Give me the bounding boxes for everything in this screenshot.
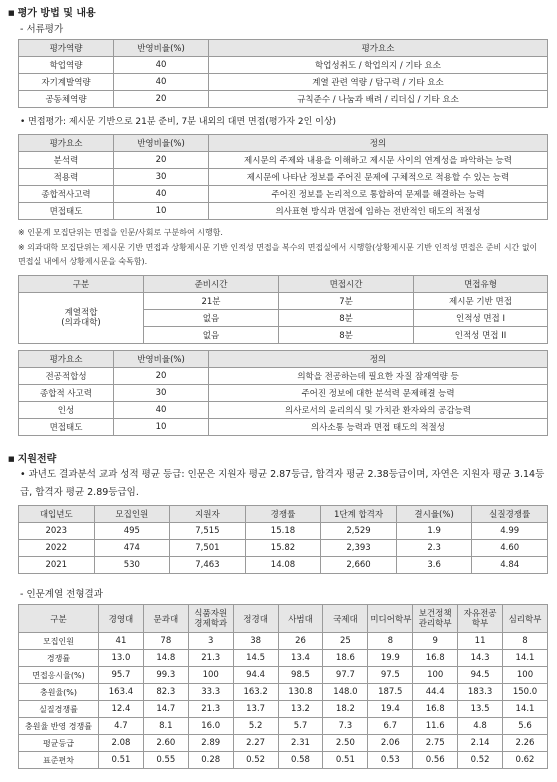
header-cell: 정경대 [233,605,278,633]
table-cell: 의학을 전공하는데 필요한 자질 잠재역량 등 [209,368,548,385]
table-cell: 8분 [279,310,414,327]
table-cell: 제시문 기반 면접 [414,293,548,310]
table-row [19,74,548,91]
table-cell: 13.7 [233,701,278,718]
table-cell: 12.4 [99,701,144,718]
table-cell: 30 [114,169,209,186]
table-cell: 4.8 [458,718,503,735]
table-cell: 20 [114,91,209,108]
table-cell: 1.9 [396,523,472,540]
group-cell [19,293,144,344]
header-cell: 문과대 [143,605,188,633]
table-cell: 2.27 [233,735,278,752]
humanities-title: - 인문계열 전형결과 [20,589,103,600]
note-humanities: ※ 인문계 모집단위는 면접을 인문/사회로 구분하여 시행함. [18,228,223,237]
table-row [19,752,548,769]
table-cell: 11 [458,633,503,650]
group-sublabel: (의과대학) [61,318,101,328]
table-cell: 2.89 [188,735,233,752]
table-cell: 학업성취도 / 학업의지 / 기타 요소 [209,57,548,74]
header-cell: 결시율(%) [396,506,472,523]
table-cell: 0.52 [458,752,503,769]
table-row [19,523,548,540]
humanities-table [18,604,548,769]
table-cell: 97.5 [368,667,413,684]
table-cell: 15.82 [245,540,321,557]
table-row [19,385,548,402]
table-cell: 2.08 [99,735,144,752]
interview-title: • 면접평가: 제시문 기반으로 21분 준비, 7분 내외의 대면 면접(평가자 2인 이상) [20,117,337,127]
table-cell: 14.5 [233,650,278,667]
table-cell: 97.7 [323,667,368,684]
table-row [19,91,548,108]
table-cell: 종합적 사고력 [19,385,114,402]
table-row [19,402,548,419]
table-cell: 40 [114,186,209,203]
table-cell: 19.4 [368,701,413,718]
header-cell: 보건정책관리학부 [413,605,458,633]
table-header-row [19,135,548,152]
note-medical: ※ 의과대학 모집단위는 제시문 기반 면접과 상황제시문 기반 인적성 면접을 복수의 면접실에서 시행함(상황제시문 기반 인적성 면접은 준비 시간 없이 면접실 내에서 상황제시문을 숙독함). [18,243,538,266]
table-cell: 30 [114,385,209,402]
table-cell: 7,501 [170,540,246,557]
table-cell: 의사표현 방식과 면접에 임하는 전반적인 태도의 적절성 [209,203,548,220]
table-row [19,557,548,574]
table-cell: 7,515 [170,523,246,540]
table-row [19,667,548,684]
header-cell: 평가요소 [19,135,114,152]
table-cell: 공동체역량 [19,91,114,108]
table-cell: 0.62 [503,752,548,769]
header-cell: 심리학부 [503,605,548,633]
table-cell: 183.3 [458,684,503,701]
table-cell: 21.3 [188,701,233,718]
table-cell: 면접태도 [19,203,114,220]
header-cell: 반영비율(%) [114,40,209,57]
section-title-evaluation: ■ 평가 방법 및 내용 [8,4,96,19]
header-cell: 1단계 합격자 [321,506,397,523]
table-cell: 학업역량 [19,57,114,74]
table-cell: 8분 [279,327,414,344]
header-cell: 실질경쟁률 [472,506,548,523]
header-cell: 반영비율(%) [114,135,209,152]
table-cell: 13.4 [278,650,323,667]
table-cell: 종합적사고력 [19,186,114,203]
table-cell: 4.84 [472,557,548,574]
table-cell: 44.4 [413,684,458,701]
table-cell: 2.26 [503,735,548,752]
table-cell: 면접태도 [19,419,114,436]
table-cell: 4.60 [472,540,548,557]
table-cell: 18.6 [323,650,368,667]
table-cell: 인적성 면접 II [414,327,548,344]
table-cell: 인적성 면접 I [414,310,548,327]
table-cell: 100 [188,667,233,684]
table-cell: 100 [413,667,458,684]
header-cell: 자유전공학부 [458,605,503,633]
table-cell: 0.53 [368,752,413,769]
table-cell: 0.55 [143,752,188,769]
header-cell: 면접유형 [414,276,548,293]
med-eval-table [18,350,548,436]
table-cell: 78 [143,633,188,650]
row-label-cell: 표준편차 [19,752,99,769]
table-row [19,650,548,667]
table-cell: 제시문에 나타난 정보를 주어진 문제에 구체적으로 적용할 수 있는 능력 [209,169,548,186]
table-row [19,203,548,220]
section-title-strategy: ■ 지원전략 [8,450,56,465]
table-cell: 38 [233,633,278,650]
history-table [18,505,548,574]
table-row [19,57,548,74]
table-cell: 2.75 [413,735,458,752]
row-label-cell: 경쟁률 [19,650,99,667]
table-cell: 주어진 정보에 대한 분석력 문제해결 능력 [209,385,548,402]
header-cell: 미디어학부 [368,605,413,633]
header-cell: 식품자원경제학과 [188,605,233,633]
table-cell: 2021 [19,557,95,574]
header-cell: 반영비율(%) [114,351,209,368]
table-cell: 474 [94,540,170,557]
table-cell: 14.7 [143,701,188,718]
table-cell: 21.3 [188,650,233,667]
table-cell: 5.2 [233,718,278,735]
header-cell: 준비시간 [144,276,279,293]
table-row [19,633,548,650]
table-cell: 2.3 [396,540,472,557]
table-cell: 2.50 [323,735,368,752]
header-cell: 구분 [19,276,144,293]
table-cell: 130.8 [278,684,323,701]
header-cell: 경쟁률 [245,506,321,523]
table-row [19,735,548,752]
table-cell: 7,463 [170,557,246,574]
table-cell: 없음 [144,310,279,327]
header-cell: 면접시간 [279,276,414,293]
table-cell: 6.7 [368,718,413,735]
header-cell: 평가요소 [209,40,548,57]
table-cell: 4.99 [472,523,548,540]
table-cell: 16.8 [413,650,458,667]
header-cell: 국제대 [323,605,368,633]
row-label-cell: 평균등급 [19,735,99,752]
table-cell: 0.51 [99,752,144,769]
table-cell: 40 [114,57,209,74]
table-cell: 적용력 [19,169,114,186]
table-cell: 13.2 [278,701,323,718]
table-cell: 7분 [279,293,414,310]
table-cell: 187.5 [368,684,413,701]
table-cell: 4.7 [99,718,144,735]
table-cell: 0.58 [278,752,323,769]
table-cell: 98.5 [278,667,323,684]
table-cell: 16.0 [188,718,233,735]
table-cell: 8 [368,633,413,650]
table-cell: 5.6 [503,718,548,735]
table-cell: 규칙준수 / 나눔과 배려 / 리더십 / 기타 요소 [209,91,548,108]
header-cell: 정의 [209,135,548,152]
row-label-cell: 모집인원 [19,633,99,650]
doc-eval-title: - 서류평가 [20,24,64,35]
table-cell: 13.5 [458,701,503,718]
table-cell: 99.3 [143,667,188,684]
table-cell: 제시문의 주제와 내용을 이해하고 제시문 사이의 연계성을 파악하는 능력 [209,152,548,169]
table-row [19,169,548,186]
table-cell: 자기계발역량 [19,74,114,91]
table-cell: 40 [114,402,209,419]
table-cell: 14.3 [458,650,503,667]
table-row [19,368,548,385]
table-row [19,718,548,735]
table-cell: 163.2 [233,684,278,701]
group-label: 계열적합 [64,308,98,318]
table-cell: 7.3 [323,718,368,735]
table-cell: 2.14 [458,735,503,752]
table-cell: 8.1 [143,718,188,735]
table-cell: 의사로서의 윤리의식 및 가치관 환자와의 공감능력 [209,402,548,419]
table-header-row [19,506,548,523]
table-cell: 2,393 [321,540,397,557]
row-label-cell: 실질경쟁률 [19,701,99,718]
table-cell: 94.4 [233,667,278,684]
row-label-cell: 충원율(%) [19,684,99,701]
table-cell: 분석력 [19,152,114,169]
table-cell: 2023 [19,523,95,540]
header-cell: 지원자 [170,506,246,523]
table-cell: 19.9 [368,650,413,667]
table-cell: 25 [323,633,368,650]
table-cell: 3 [188,633,233,650]
table-cell: 530 [94,557,170,574]
header-cell: 모집인원 [94,506,170,523]
table-cell: 2.06 [368,735,413,752]
table-cell: 3.6 [396,557,472,574]
table-cell: 2022 [19,540,95,557]
table-cell: 20 [114,152,209,169]
table-cell: 계열 관련 역량 / 탐구력 / 기타 요소 [209,74,548,91]
header-cell: 사범대 [278,605,323,633]
table-header-row [19,351,548,368]
table-header-row [19,276,548,293]
table-cell: 15.18 [245,523,321,540]
table-cell: 26 [278,633,323,650]
row-label-cell: 충원율 반영 경쟁률 [19,718,99,735]
table-cell: 20 [114,368,209,385]
table-header-row [19,40,548,57]
header-cell: 평가역량 [19,40,114,57]
header-cell: 평가요소 [19,351,114,368]
table-cell: 10 [114,419,209,436]
table-cell: 82.3 [143,684,188,701]
table-cell: 14.1 [503,650,548,667]
table-cell: 0.56 [413,752,458,769]
table-cell: 2,529 [321,523,397,540]
table-cell: 41 [99,633,144,650]
table-cell: 14.08 [245,557,321,574]
table-cell: 2,660 [321,557,397,574]
table-cell: 94.5 [458,667,503,684]
table-row [19,684,548,701]
table-cell: 150.0 [503,684,548,701]
table-cell: 전공적합성 [19,368,114,385]
header-cell: 정의 [209,351,548,368]
table-cell: 9 [413,633,458,650]
table-row [19,186,548,203]
table-cell: 2.31 [278,735,323,752]
table-cell: 8 [503,633,548,650]
table-cell: 13.0 [99,650,144,667]
strategy-paragraph: • 과년도 결과분석 교과 성적 평균 등급: 인문은 지원자 평균 2.87등급, 합격자 평균 2.38등급이며, 자연은 지원자 평균 3.14등급, 합격자 평균 2.89등급임. [20,469,545,498]
doc-eval-table [18,39,548,108]
table-cell: 없음 [144,327,279,344]
table-cell: 5.7 [278,718,323,735]
table-cell: 33.3 [188,684,233,701]
table-cell: 21분 [144,293,279,310]
table-header-row [19,605,548,633]
table-cell: 14.1 [503,701,548,718]
table-row [19,152,548,169]
table-cell: 10 [114,203,209,220]
table-row [19,701,548,718]
table-cell: 인성 [19,402,114,419]
row-label-cell: 면접응시율(%) [19,667,99,684]
table-cell: 0.51 [323,752,368,769]
table-row [19,419,548,436]
table-cell: 주어진 정보를 논리적으로 통합하여 문제를 해결하는 능력 [209,186,548,203]
table-row [19,293,548,310]
table-cell: 2.60 [143,735,188,752]
table-cell: 0.28 [188,752,233,769]
table-cell: 0.52 [233,752,278,769]
table-cell: 16.8 [413,701,458,718]
table-cell: 11.6 [413,718,458,735]
interview-table [18,134,548,220]
table-cell: 의사소통 능력과 면접 태도의 적절성 [209,419,548,436]
header-cell: 경영대 [99,605,144,633]
header-cell: 대입년도 [19,506,95,523]
table-cell: 100 [503,667,548,684]
header-cell: 구분 [19,605,99,633]
table-cell: 95.7 [99,667,144,684]
table-cell: 148.0 [323,684,368,701]
table-row [19,540,548,557]
table-cell: 163.4 [99,684,144,701]
table-cell: 14.8 [143,650,188,667]
table-cell: 495 [94,523,170,540]
med-interview-table [18,275,548,344]
table-cell: 40 [114,74,209,91]
table-cell: 18.2 [323,701,368,718]
